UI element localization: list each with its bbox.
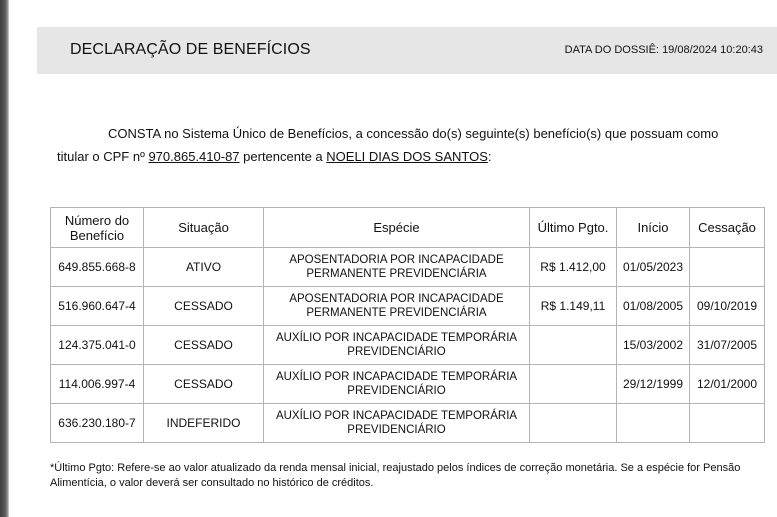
cell-ultimo-pgto — [530, 404, 617, 443]
cell-cessacao — [690, 404, 765, 443]
footnote: *Último Pgto: Refere-se ao valor atualizado da renda mensal inicial, reajustado pelos índices de correção monetária. Se a espécie for Pensão Alimentícia, o valor deverá ser consultado no histórico de créditos. — [50, 462, 741, 489]
cell-situacao: CESSADO — [144, 287, 264, 326]
cell-situacao: ATIVO — [144, 248, 264, 287]
cell-numero: 516.960.647-4 — [51, 287, 144, 326]
cell-cessacao — [690, 248, 765, 287]
table-header-row — [51, 208, 765, 248]
cell-especie: APOSENTADORIA POR INCAPACIDADE PERMANENTE PREVIDENCIÁRIA — [264, 287, 530, 326]
cell-situacao: INDEFERIDO — [144, 404, 264, 443]
cpf-number: 970.865.410-87 — [148, 149, 240, 164]
cell-numero: 124.375.041-0 — [51, 326, 144, 365]
cell-cessacao: 12/01/2000 — [690, 365, 765, 404]
cell-especie: AUXÍLIO POR INCAPACIDADE TEMPORÁRIA PREVIDENCIÁRIO — [264, 365, 530, 404]
dossie-date — [565, 44, 763, 56]
intro-text-before: CONSTA no Sistema Único de Benefícios, a concessão do(s) seguinte(s) benefício(s) que possuam como titular o CPF nº — [57, 126, 719, 164]
cell-numero: 649.855.668-8 — [51, 248, 144, 287]
cell-situacao: CESSADO — [144, 365, 264, 404]
cell-ultimo-pgto — [530, 365, 617, 404]
document-header — [37, 27, 777, 74]
holder-name: NOELI DIAS DOS SANTOS — [326, 149, 488, 164]
col-header-numero: Número do Benefício — [51, 208, 144, 248]
intro-text-middle: pertencente a — [239, 149, 327, 164]
cell-ultimo-pgto: R$ 1.149,11 — [530, 287, 617, 326]
col-header-situacao: Situação — [144, 208, 264, 248]
cell-numero: 114.006.997-4 — [51, 365, 144, 404]
col-header-ultimo-pgto: Último Pgto. — [530, 208, 617, 248]
cell-inicio: 29/12/1999 — [617, 365, 690, 404]
page-title: DECLARAÇÃO DE BENEFÍCIOS — [70, 41, 311, 58]
benefits-table — [50, 207, 765, 443]
cell-inicio: 01/05/2023 — [617, 248, 690, 287]
col-header-especie: Espécie — [264, 208, 530, 248]
dossie-date-value: 19/08/2024 10:20:43 — [662, 44, 763, 56]
cell-especie: APOSENTADORIA POR INCAPACIDADE PERMANENTE PREVIDENCIÁRIA — [264, 248, 530, 287]
viewer-left-edge-shadow — [0, 0, 9, 517]
table-row — [51, 404, 765, 443]
dossie-date-label: DATA DO DOSSIÊ: — [564, 44, 659, 56]
intro-paragraph — [57, 122, 747, 168]
table-row — [51, 287, 765, 326]
cell-situacao: CESSADO — [144, 326, 264, 365]
cell-inicio: 15/03/2002 — [617, 326, 690, 365]
cell-ultimo-pgto: R$ 1.412,00 — [530, 248, 617, 287]
cell-numero: 636.230.180-7 — [51, 404, 144, 443]
intro-text-after: : — [487, 149, 492, 164]
table-row — [51, 248, 765, 287]
cell-inicio: 01/08/2005 — [617, 287, 690, 326]
cell-inicio — [617, 404, 690, 443]
cell-cessacao: 31/07/2005 — [690, 326, 765, 365]
cell-especie: AUXÍLIO POR INCAPACIDADE TEMPORÁRIA PREVIDENCIÁRIO — [264, 404, 530, 443]
cell-especie: AUXÍLIO POR INCAPACIDADE TEMPORÁRIA PREVIDENCIÁRIO — [264, 326, 530, 365]
col-header-cessacao: Cessação — [690, 208, 765, 248]
cell-cessacao: 09/10/2019 — [690, 287, 765, 326]
table-row — [51, 326, 765, 365]
col-header-inicio: Início — [617, 208, 690, 248]
table-row — [51, 365, 765, 404]
cell-ultimo-pgto — [530, 326, 617, 365]
